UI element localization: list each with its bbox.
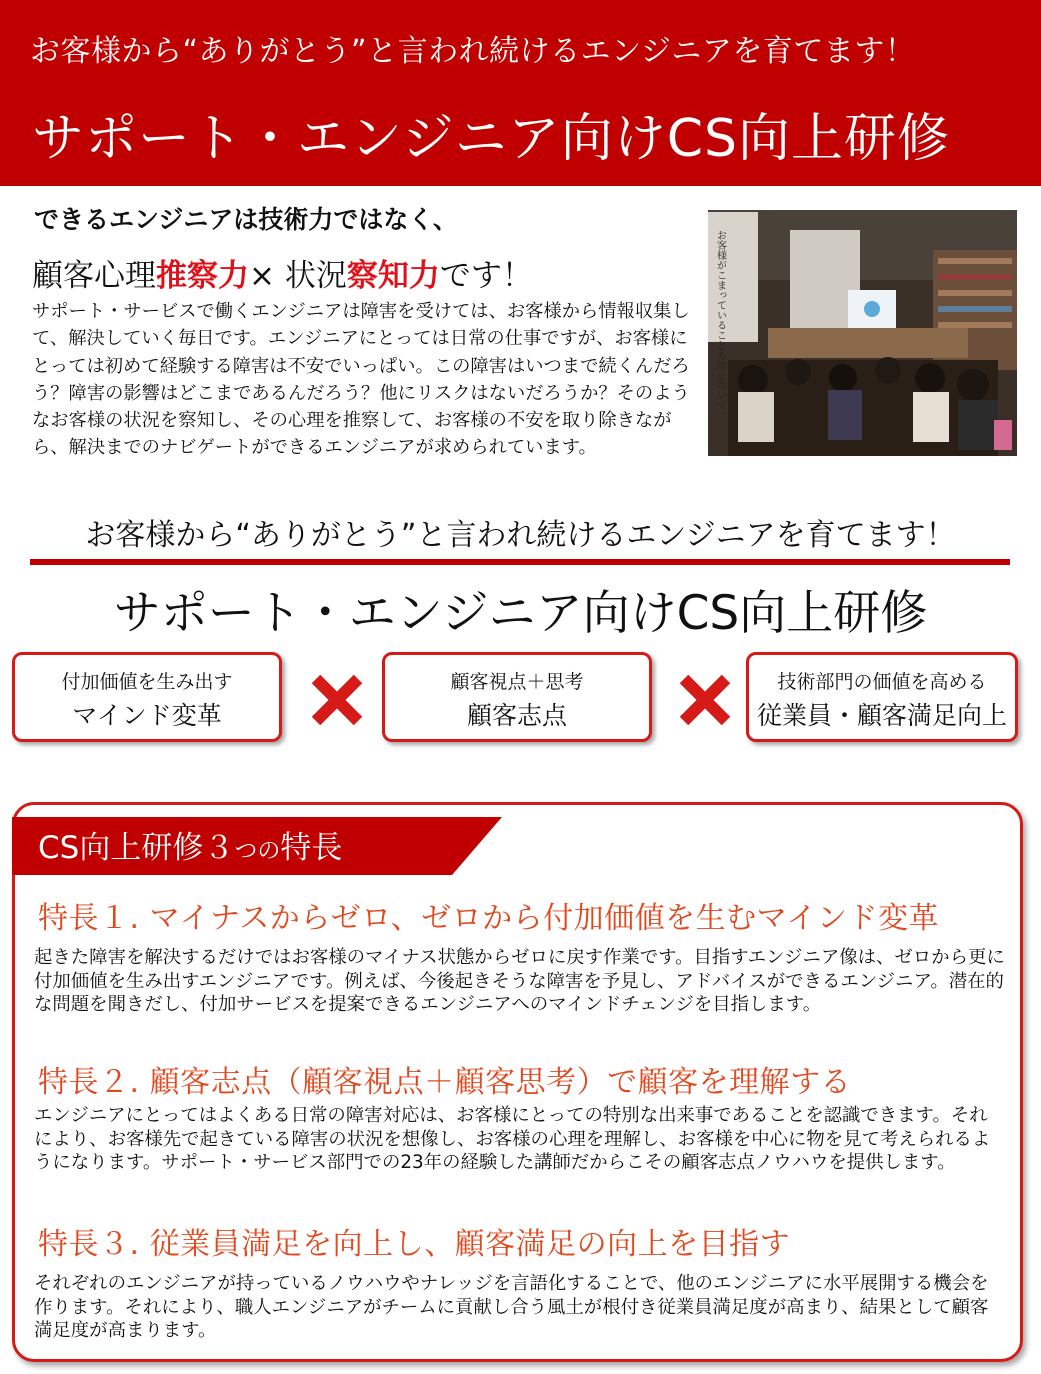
intro-sub-part: 顧客心理 xyxy=(32,258,156,294)
intro-subheading xyxy=(32,250,533,295)
pillar-caption: 付加価値を生み出す xyxy=(61,671,233,693)
pillar-caption: 顧客視点＋思考 xyxy=(450,671,584,693)
banner-text-end: 特長 xyxy=(280,830,343,866)
pillar-label: 従業員・顧客満足向上 xyxy=(756,701,1007,730)
pillar-caption: 技術部門の価値を高める xyxy=(777,671,987,693)
mid-title: サポート・エンジニア向けCS向上研修 xyxy=(113,586,928,641)
intro-sub-part: × 状況 xyxy=(249,258,347,294)
mid-tagline: お客様から“ありがとう”と言われ続けるエンジニアを育てます！ xyxy=(85,518,956,553)
seminar-photo-illustration xyxy=(708,210,1017,456)
intro-body: サポート・サービスで働くエンジニアは障害を受けては、お客様から情報収集して、解決していく毎日です。エンジニアにとっては日常の仕事ですが、お客様にとっては初めて経験する障害は不安でいっぱい。この障害はいつまで続くんだろう？障害の影響はどこまであるんだろう？他にリスクはないだろうか？そのようなお客様の状況を察知し、その心理を推察して、お客様の不安を取り除きながら、解決までのナビゲートができるエンジニアが求められています。 xyxy=(32,301,690,459)
pillar-box-satisfaction xyxy=(746,652,1018,742)
seminar-photo xyxy=(708,210,1017,456)
feature-heading-3: 特長３. 従業員満足を向上し、顧客満足の向上を目指す xyxy=(38,1227,791,1262)
pillar-label: 顧客志点 xyxy=(466,701,567,730)
banner-text-main: CS向上研修３ xyxy=(38,830,235,866)
intro-sub-highlight: 察知力 xyxy=(346,258,440,294)
intro-sub-highlight: 推察力 xyxy=(156,258,249,294)
feature-body-1: 起きた障害を解決するだけではお客様のマイナス状態からゼロに戻す作業です。目指すエンジニア像は、ゼロから更に付加価値を生み出すエンジニアです。例えば、今後起きそうな障害を予見し、アドバイスができるエンジニア。潜在的な問題を聞きだし、付加サービスを提案できるエンジニアへのマインドチェンジを目指します。 xyxy=(34,947,1005,1016)
divider-rule xyxy=(30,559,1010,565)
poster-text: お客様がこまっていることも知らないで xyxy=(714,230,726,410)
header-title: サポート・エンジニア向けCS向上研修 xyxy=(32,109,951,169)
multiply-icon xyxy=(670,665,740,735)
feature-heading-1: 特長１. マイナスからゼロ、ゼロから付加価値を生むマインド変革 xyxy=(38,901,939,936)
feature-heading-2: 特長２. 顧客志点（顧客視点＋顧客思考）で顧客を理解する xyxy=(38,1065,852,1100)
intro-sub-part: です！ xyxy=(439,258,533,294)
banner-text-small: つの xyxy=(234,838,281,864)
header-tagline: お客様から“ありがとう”と言われ続けるエンジニアを育てます！ xyxy=(30,34,916,69)
features-banner-title xyxy=(38,822,342,867)
feature-body-3: それぞれのエンジニアが持っているノウハウやナレッジを言語化することで、他のエンジニアに水平展開する機会を作ります。それにより、職人エンジニアがチームに貢献し合う風土が根付き従業員満足度が高まり、結果として顧客満足度が高まります。 xyxy=(34,1273,989,1342)
pillar-label: マインド変革 xyxy=(72,701,222,730)
feature-body-2: エンジニアにとってはよくある日常の障害対応は、お客様にとっての特別な出来事であることを認識できます。それにより、お客様先で起きている障害の状況を想像し、お客様の心理を理解し、お客様を中心に物を見て考えられるようになります。サポート・サービス部門での23年の経験した講師だからこその顧客志点ノウハウを提供します。 xyxy=(34,1105,991,1174)
multiply-icon xyxy=(302,665,372,735)
pillar-box-mindset xyxy=(12,652,282,742)
intro-lead: できるエンジニアは技術力ではなく、 xyxy=(34,205,458,234)
pillar-box-customer-view xyxy=(382,652,652,742)
